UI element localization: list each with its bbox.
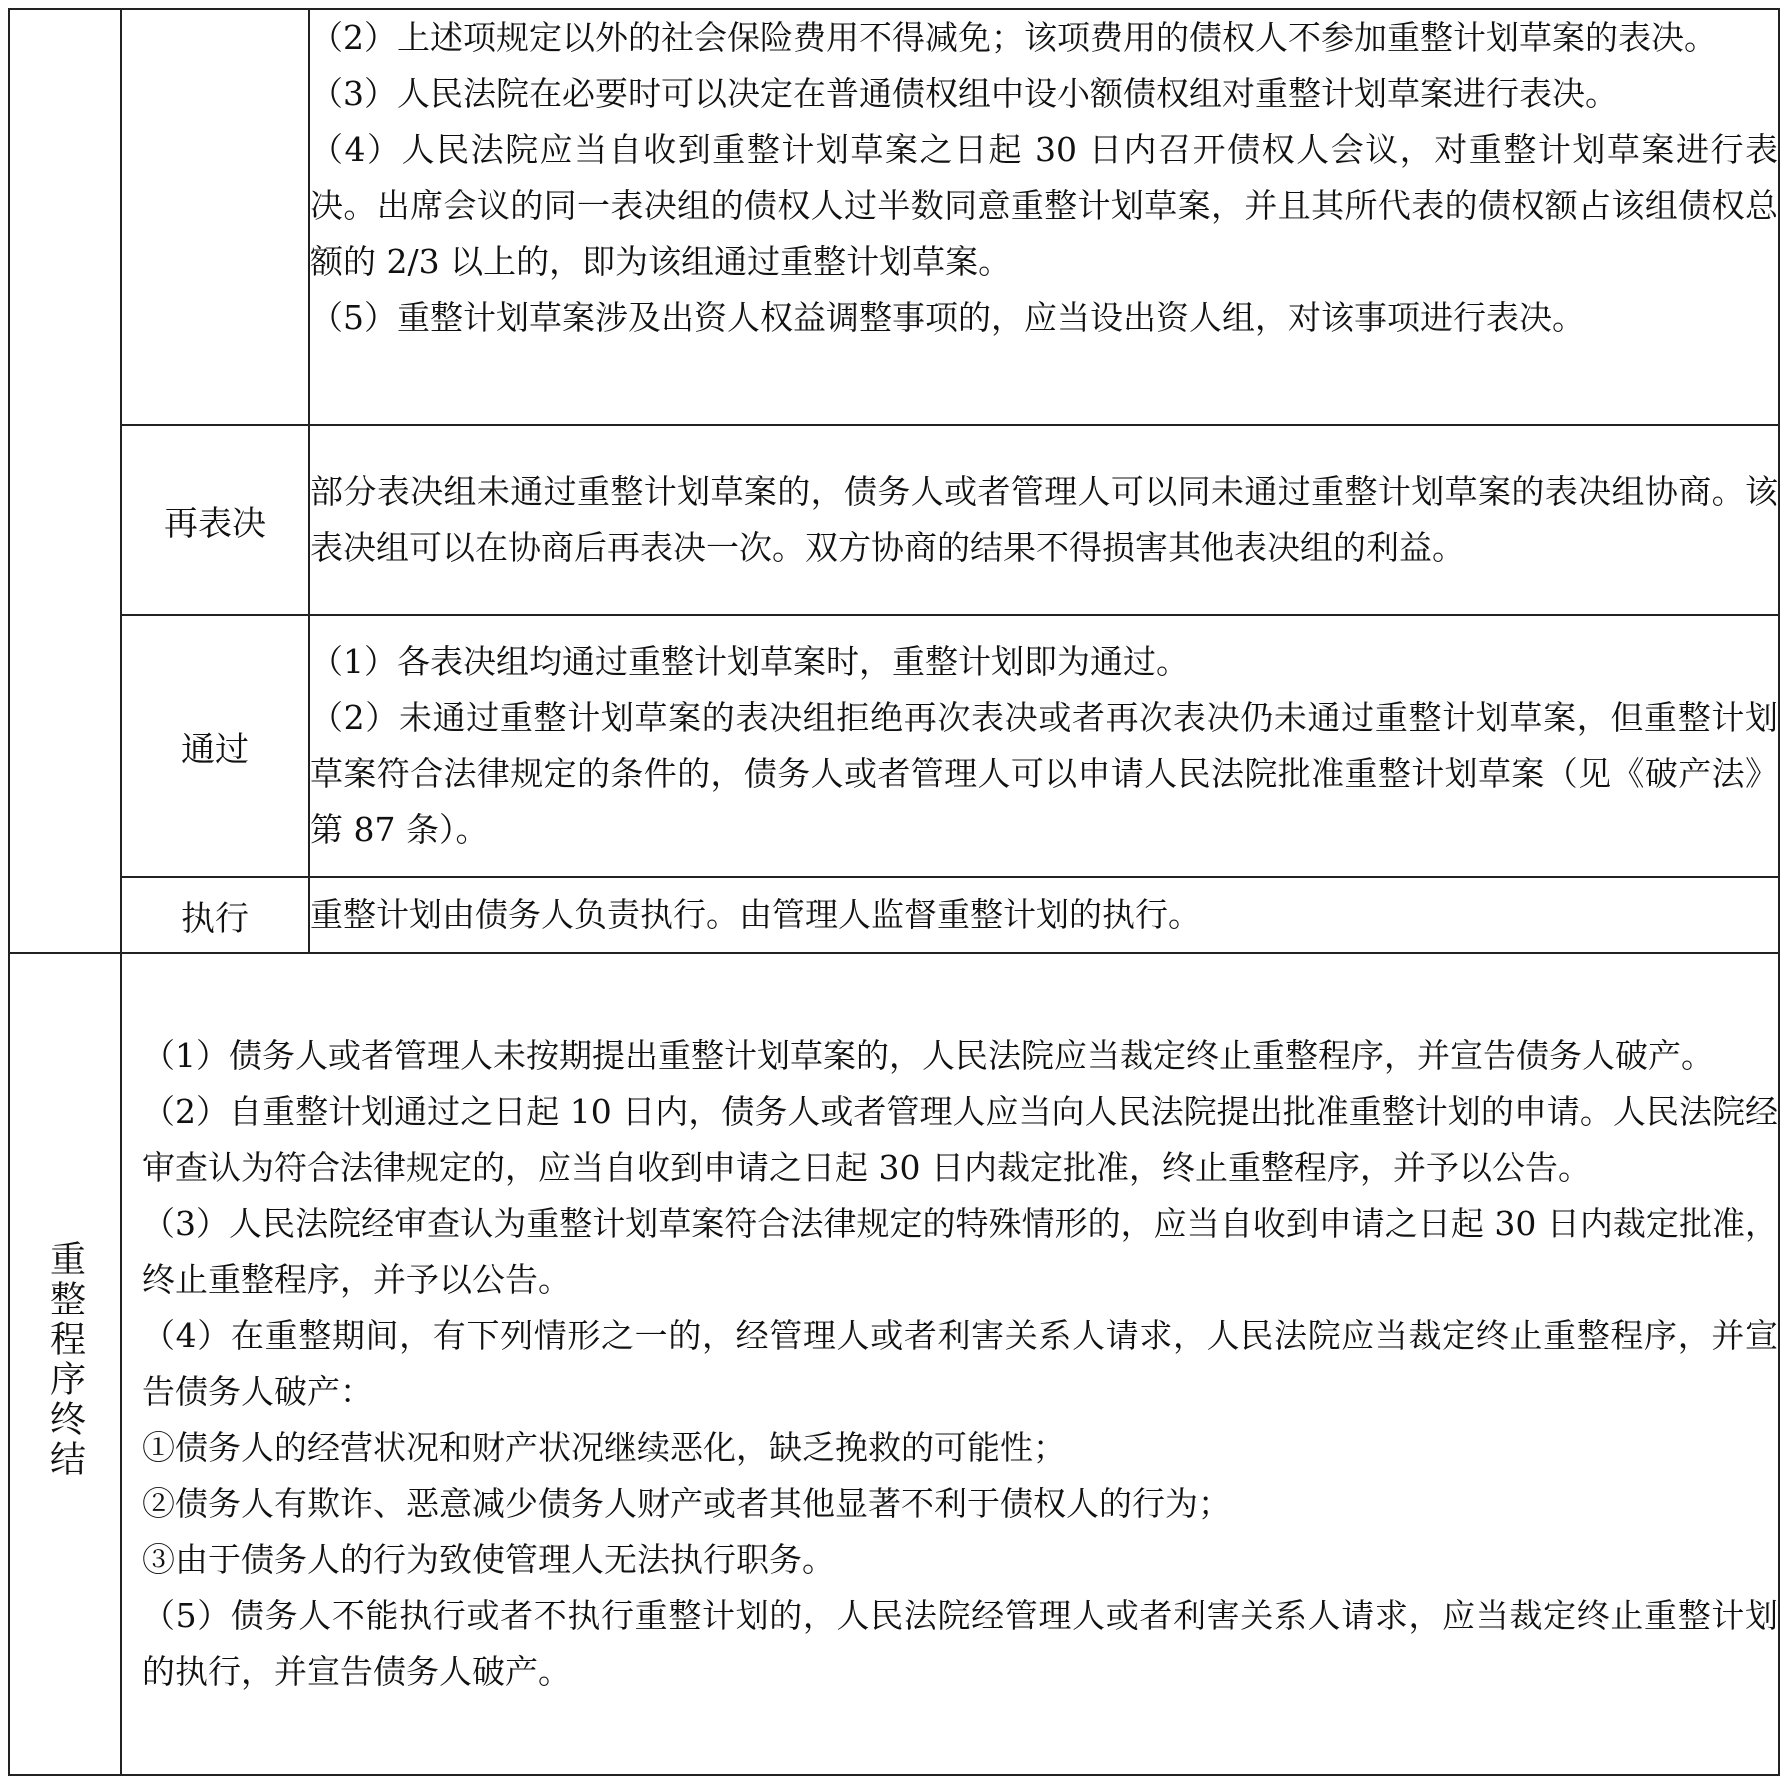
list-item: ③由于债务人的行为致使管理人无法执行职务。 <box>142 1540 835 1579</box>
table-row <box>9 877 1779 953</box>
row-content-cell <box>309 425 1779 615</box>
paragraph: （3）人民法院在必要时可以决定在普通债权组中设小额债权组对重整计划草案进行表决。 <box>310 74 1618 113</box>
paragraph: （2）上述项规定以外的社会保险费用不得减免；该项费用的债权人不参加重整计划草案的表决。 <box>310 18 1717 57</box>
outer-category-cell <box>9 9 121 953</box>
paragraph: （5）重整计划草案涉及出资人权益调整事项的，应当设出资人组，对该事项进行表决。 <box>310 298 1585 337</box>
paragraph: （1）债务人或者管理人未按期提出重整计划草案的，人民法院应当裁定终止重整程序，并宣告债务人破产。 <box>142 1036 1714 1075</box>
row-content-cell <box>309 877 1779 953</box>
paragraph: （2）自重整计划通过之日起 10 日内，债务人或者管理人应当向人民法院提出批准重整计划的申请。人民法院经审查认为符合法律规定的，应当自收到申请之日起 30 日内裁定批准，终止重整程序，并予以公告。 <box>142 1092 1778 1187</box>
row-content-cell <box>309 615 1779 877</box>
row-label-cell <box>121 425 309 615</box>
row-label: 再表决 <box>164 503 266 544</box>
paragraph: （4）在重整期间，有下列情形之一的，经管理人或者利害关系人请求，人民法院应当裁定终止重整程序，并宣告债务人破产： <box>142 1316 1778 1411</box>
paragraph: 部分表决组未通过重整计划草案的，债务人或者管理人可以同未通过重整计划草案的表决组协商。该表决组可以在协商后再表决一次。双方协商的结果不得损害其他表决组的利益。 <box>310 472 1778 567</box>
table-row <box>9 425 1779 615</box>
section-label: 重整程序终结 <box>44 1239 86 1480</box>
row-label: 执行 <box>181 898 249 939</box>
table-row <box>9 615 1779 877</box>
row-label-cell <box>121 615 309 877</box>
paragraph: （2）未通过重整计划草案的表决组拒绝再次表决或者再次表决仍未通过重整计划草案，但重整计划草案符合法律规定的条件的，债务人或者管理人可以申请人民法院批准重整计划草案（见《破产法》第 87 条）。 <box>310 698 1778 849</box>
table-row <box>9 9 1779 425</box>
table-row <box>9 953 1779 1775</box>
row-label-cell <box>121 9 309 425</box>
row-label: 通过 <box>181 729 249 770</box>
section-label-cell <box>9 953 121 1775</box>
row-label-cell <box>121 877 309 953</box>
list-item: ②债务人有欺诈、恶意减少债务人财产或者其他显著不利于债权人的行为； <box>142 1484 1231 1523</box>
row-content-cell <box>309 9 1779 425</box>
paragraph: （1）各表决组均通过重整计划草案时，重整计划即为通过。 <box>310 642 1189 681</box>
paragraph: 重整计划由债务人负责执行。由管理人监督重整计划的执行。 <box>310 895 1201 934</box>
list-item: ①债务人的经营状况和财产状况继续恶化，缺乏挽救的可能性； <box>142 1428 1066 1467</box>
paragraph: （5）债务人不能执行或者不执行重整计划的，人民法院经管理人或者利害关系人请求，应当裁定终止重整计划的执行，并宣告债务人破产。 <box>142 1596 1778 1691</box>
paragraph: （3）人民法院经审查认为重整计划草案符合法律规定的特殊情形的，应当自收到申请之日起 30 日内裁定批准，终止重整程序，并予以公告。 <box>142 1204 1778 1299</box>
section-content-cell <box>121 953 1779 1775</box>
paragraph: （4）人民法院应当自收到重整计划草案之日起 30 日内召开债权人会议，对重整计划草案进行表决。出席会议的同一表决组的债权人过半数同意重整计划草案，并且其所代表的债权额占该组债权总额的 2/3 以上的，即为该组通过重整计划草案。 <box>310 130 1778 281</box>
procedure-table <box>8 8 1780 1776</box>
